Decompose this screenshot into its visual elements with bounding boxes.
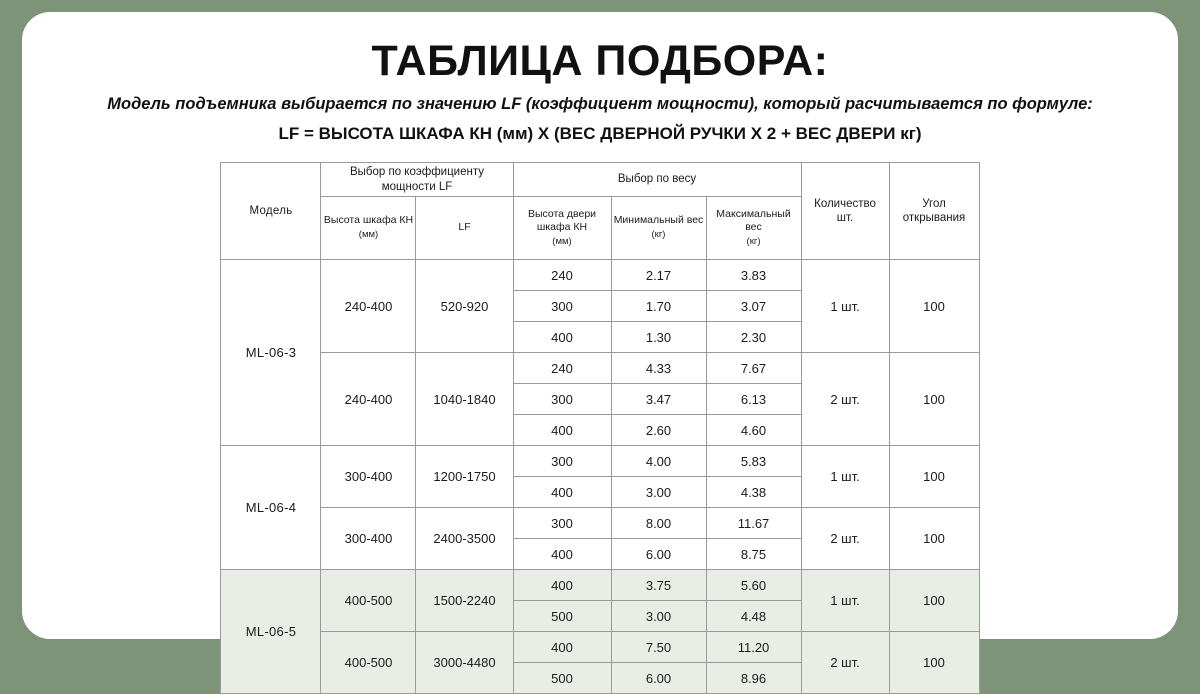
quantity-cell: 2 шт. bbox=[801, 632, 889, 694]
cabinet-height-cell: 300-400 bbox=[321, 446, 416, 508]
door-height-cell: 500 bbox=[513, 663, 611, 694]
lf-cell: 2400-3500 bbox=[416, 508, 513, 570]
lf-cell: 3000-4480 bbox=[416, 632, 513, 694]
page-title: ТАБЛИЦА ПОДБОРА: bbox=[371, 37, 829, 85]
angle-cell: 100 bbox=[889, 508, 979, 570]
table-row bbox=[221, 508, 979, 539]
door-height-cell: 400 bbox=[513, 632, 611, 663]
min-weight-cell: 3.00 bbox=[611, 477, 706, 508]
quantity-cell: 2 шт. bbox=[801, 353, 889, 446]
lf-cell: 1200-1750 bbox=[416, 446, 513, 508]
table-row bbox=[221, 570, 979, 601]
door-height-cell: 240 bbox=[513, 260, 611, 291]
max-weight-cell: 8.75 bbox=[706, 539, 801, 570]
min-weight-cell: 1.30 bbox=[611, 322, 706, 353]
quantity-cell: 1 шт. bbox=[801, 446, 889, 508]
door-height-cell: 400 bbox=[513, 322, 611, 353]
lf-cell: 1500-2240 bbox=[416, 570, 513, 632]
max-weight-cell: 4.48 bbox=[706, 601, 801, 632]
door-height-cell: 300 bbox=[513, 446, 611, 477]
max-weight-cell: 11.20 bbox=[706, 632, 801, 663]
min-weight-cell: 3.47 bbox=[611, 384, 706, 415]
door-height-cell: 400 bbox=[513, 570, 611, 601]
header-by-weight: Выбор по весу bbox=[513, 163, 801, 197]
header-quantity: Количество шт. bbox=[801, 163, 889, 260]
min-weight-cell: 8.00 bbox=[611, 508, 706, 539]
min-weight-cell: 1.70 bbox=[611, 291, 706, 322]
max-weight-cell: 5.83 bbox=[706, 446, 801, 477]
min-weight-cell: 7.50 bbox=[611, 632, 706, 663]
door-height-cell: 500 bbox=[513, 601, 611, 632]
min-weight-cell: 3.75 bbox=[611, 570, 706, 601]
table-row bbox=[221, 446, 979, 477]
door-height-cell: 300 bbox=[513, 291, 611, 322]
page-card bbox=[22, 12, 1178, 686]
header-model: Модель bbox=[221, 163, 321, 260]
max-weight-cell: 7.67 bbox=[706, 353, 801, 384]
min-weight-cell: 6.00 bbox=[611, 663, 706, 694]
cabinet-height-cell: 240-400 bbox=[321, 353, 416, 446]
min-weight-cell: 4.33 bbox=[611, 353, 706, 384]
table-row bbox=[221, 353, 979, 384]
page-subtitle: Модель подъемника выбирается по значению LF (коэффициент мощности), который расчитывается по формуле: bbox=[107, 95, 1093, 114]
table-row bbox=[221, 260, 979, 291]
door-height-cell: 300 bbox=[513, 384, 611, 415]
max-weight-cell: 4.38 bbox=[706, 477, 801, 508]
max-weight-cell: 5.60 bbox=[706, 570, 801, 601]
max-weight-cell: 11.67 bbox=[706, 508, 801, 539]
model-cell: ML-06-3 bbox=[221, 260, 321, 446]
header-min-weight: Минимальный вес (кг) bbox=[611, 197, 706, 260]
header-lf: LF bbox=[416, 197, 513, 260]
cabinet-height-cell: 400-500 bbox=[321, 570, 416, 632]
min-weight-cell: 3.00 bbox=[611, 601, 706, 632]
selection-table bbox=[220, 162, 979, 694]
max-weight-cell: 8.96 bbox=[706, 663, 801, 694]
angle-cell: 100 bbox=[889, 570, 979, 632]
door-height-cell: 400 bbox=[513, 477, 611, 508]
max-weight-cell: 3.83 bbox=[706, 260, 801, 291]
formula-text: LF = ВЫСОТА ШКАФА КН (мм) Х (ВЕС ДВЕРНОЙ РУЧКИ Х 2 + ВЕС ДВЕРИ кг) bbox=[278, 124, 922, 144]
angle-cell: 100 bbox=[889, 632, 979, 694]
min-weight-cell: 2.60 bbox=[611, 415, 706, 446]
cabinet-height-cell: 300-400 bbox=[321, 508, 416, 570]
door-height-cell: 400 bbox=[513, 415, 611, 446]
door-height-cell: 300 bbox=[513, 508, 611, 539]
model-cell: ML-06-4 bbox=[221, 446, 321, 570]
header-angle: Угол открывания bbox=[889, 163, 979, 260]
quantity-cell: 1 шт. bbox=[801, 260, 889, 353]
table-row bbox=[221, 632, 979, 663]
door-height-cell: 240 bbox=[513, 353, 611, 384]
quantity-cell: 1 шт. bbox=[801, 570, 889, 632]
max-weight-cell: 4.60 bbox=[706, 415, 801, 446]
max-weight-cell: 3.07 bbox=[706, 291, 801, 322]
max-weight-cell: 6.13 bbox=[706, 384, 801, 415]
header-by-lf: Выбор по коэффициенту мощности LF bbox=[321, 163, 513, 197]
table-header-group-row bbox=[221, 163, 979, 197]
page-content bbox=[22, 12, 1178, 686]
header-door-height: Высота двери шкафа КН (мм) bbox=[513, 197, 611, 260]
cabinet-height-cell: 240-400 bbox=[321, 260, 416, 353]
cabinet-height-cell: 400-500 bbox=[321, 632, 416, 694]
angle-cell: 100 bbox=[889, 446, 979, 508]
quantity-cell: 2 шт. bbox=[801, 508, 889, 570]
model-cell: ML-06-5 bbox=[221, 570, 321, 694]
header-max-weight: Максимальный вес (кг) bbox=[706, 197, 801, 260]
lf-cell: 1040-1840 bbox=[416, 353, 513, 446]
min-weight-cell: 6.00 bbox=[611, 539, 706, 570]
door-height-cell: 400 bbox=[513, 539, 611, 570]
lf-cell: 520-920 bbox=[416, 260, 513, 353]
min-weight-cell: 4.00 bbox=[611, 446, 706, 477]
header-cabinet-height: Высота шкафа КН (мм) bbox=[321, 197, 416, 260]
min-weight-cell: 2.17 bbox=[611, 260, 706, 291]
angle-cell: 100 bbox=[889, 353, 979, 446]
angle-cell: 100 bbox=[889, 260, 979, 353]
max-weight-cell: 2.30 bbox=[706, 322, 801, 353]
